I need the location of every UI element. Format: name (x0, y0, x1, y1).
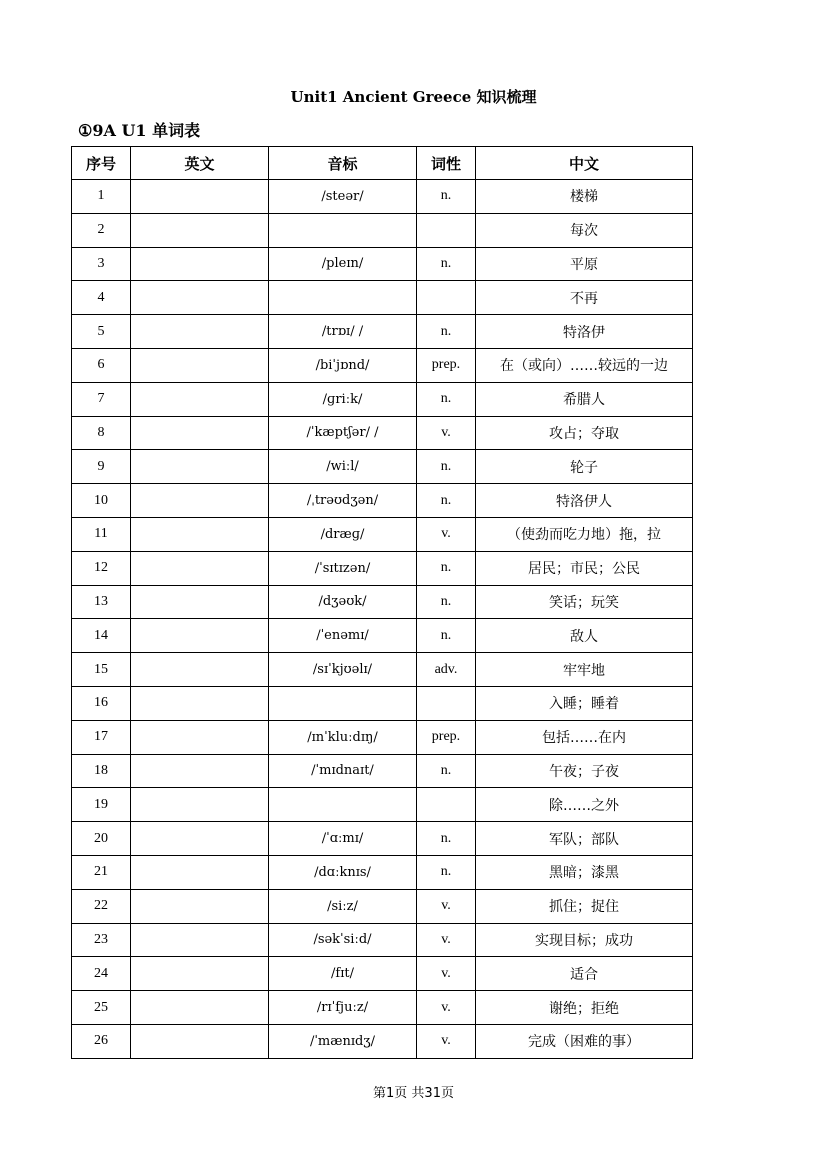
cell-number: 14 (72, 619, 131, 653)
cell-phonetic: /ˈsɪtɪzən/ (269, 551, 417, 585)
cell-part-of-speech: n. (417, 247, 476, 281)
cell-part-of-speech: n. (417, 855, 476, 889)
header-number: 序号 (72, 147, 131, 180)
cell-english (131, 889, 269, 923)
vocabulary-table (71, 146, 693, 1059)
table-row (72, 855, 693, 889)
table-row (72, 180, 693, 214)
cell-part-of-speech: v. (417, 517, 476, 551)
cell-number: 8 (72, 416, 131, 450)
cell-number: 16 (72, 686, 131, 720)
cell-phonetic (269, 281, 417, 315)
table-row (72, 382, 693, 416)
cell-number: 5 (72, 315, 131, 349)
cell-english (131, 720, 269, 754)
cell-number: 26 (72, 1024, 131, 1058)
cell-part-of-speech: n. (417, 382, 476, 416)
cell-part-of-speech: v. (417, 991, 476, 1025)
header-chinese: 中文 (476, 147, 693, 180)
cell-english (131, 1024, 269, 1058)
cell-chinese: 平原 (476, 247, 693, 281)
cell-part-of-speech (417, 281, 476, 315)
cell-phonetic: /ˈmɪdnaɪt/ (269, 754, 417, 788)
cell-phonetic: /wiːl/ (269, 450, 417, 484)
cell-number: 15 (72, 653, 131, 687)
cell-english (131, 180, 269, 214)
cell-english (131, 213, 269, 247)
cell-english (131, 957, 269, 991)
cell-english (131, 991, 269, 1025)
table-row (72, 619, 693, 653)
cell-chinese: 轮子 (476, 450, 693, 484)
cell-phonetic (269, 788, 417, 822)
cell-english (131, 315, 269, 349)
document-title: Unit1 Ancient Greece 知识梳理 (290, 88, 537, 106)
cell-phonetic: /səkˈsiːd/ (269, 923, 417, 957)
cell-number: 17 (72, 720, 131, 754)
section-heading: ①9A U1 单词表 (78, 121, 201, 140)
cell-chinese: 黑暗；漆黑 (476, 855, 693, 889)
cell-phonetic: /ˈmænɪdʒ/ (269, 1024, 417, 1058)
cell-number: 6 (72, 348, 131, 382)
cell-chinese: 实现目标；成功 (476, 923, 693, 957)
cell-phonetic: /dɑːknɪs/ (269, 855, 417, 889)
cell-number: 23 (72, 923, 131, 957)
cell-number: 25 (72, 991, 131, 1025)
cell-english (131, 416, 269, 450)
table-row (72, 247, 693, 281)
cell-phonetic: /ˈɑːmɪ/ (269, 822, 417, 856)
table-row (72, 957, 693, 991)
cell-number: 2 (72, 213, 131, 247)
cell-number: 22 (72, 889, 131, 923)
table-row (72, 1024, 693, 1058)
cell-english (131, 551, 269, 585)
table-row (72, 822, 693, 856)
header-phonetic: 音标 (269, 147, 417, 180)
cell-chinese: 特洛伊人 (476, 484, 693, 518)
cell-phonetic: /fɪt/ (269, 957, 417, 991)
cell-chinese: 牢牢地 (476, 653, 693, 687)
cell-phonetic: /rɪˈfjuːz/ (269, 991, 417, 1025)
table-row (72, 450, 693, 484)
cell-number: 19 (72, 788, 131, 822)
cell-part-of-speech: v. (417, 416, 476, 450)
table-row (72, 315, 693, 349)
cell-chinese: 攻占；夺取 (476, 416, 693, 450)
cell-chinese: 敌人 (476, 619, 693, 653)
cell-phonetic: /steər/ (269, 180, 417, 214)
cell-chinese: 军队；部队 (476, 822, 693, 856)
cell-phonetic: /ˈenəmɪ/ (269, 619, 417, 653)
cell-chinese: （使劲而吃力地）拖，拉 (476, 517, 693, 551)
cell-chinese: 谢绝；拒绝 (476, 991, 693, 1025)
cell-number: 21 (72, 855, 131, 889)
cell-phonetic: /ˌtrəʊdʒən/ (269, 484, 417, 518)
cell-phonetic: /ˈkæptʃər/ / (269, 416, 417, 450)
cell-english (131, 788, 269, 822)
cell-part-of-speech: n. (417, 315, 476, 349)
cell-phonetic: /siːz/ (269, 889, 417, 923)
cell-number: 4 (72, 281, 131, 315)
cell-chinese: 适合 (476, 957, 693, 991)
cell-chinese: 午夜；子夜 (476, 754, 693, 788)
table-row (72, 213, 693, 247)
cell-chinese: 不再 (476, 281, 693, 315)
table-row (72, 416, 693, 450)
table-row (72, 653, 693, 687)
cell-english (131, 754, 269, 788)
cell-english (131, 585, 269, 619)
cell-part-of-speech (417, 686, 476, 720)
cell-english (131, 822, 269, 856)
cell-part-of-speech: n. (417, 484, 476, 518)
cell-english (131, 855, 269, 889)
table-row (72, 991, 693, 1025)
cell-chinese: 入睡；睡着 (476, 686, 693, 720)
cell-chinese: 完成（困难的事） (476, 1024, 693, 1058)
table-row (72, 720, 693, 754)
cell-number: 20 (72, 822, 131, 856)
table-row (72, 889, 693, 923)
cell-phonetic: /trɒɪ/ / (269, 315, 417, 349)
cell-chinese: 包括……在内 (476, 720, 693, 754)
cell-part-of-speech: v. (417, 957, 476, 991)
cell-english (131, 923, 269, 957)
table-row (72, 348, 693, 382)
cell-part-of-speech: adv. (417, 653, 476, 687)
cell-part-of-speech: prep. (417, 348, 476, 382)
table-row (72, 484, 693, 518)
table-row (72, 281, 693, 315)
cell-english (131, 517, 269, 551)
cell-chinese: 特洛伊 (476, 315, 693, 349)
table-body (72, 180, 693, 1059)
cell-part-of-speech: n. (417, 180, 476, 214)
cell-english (131, 686, 269, 720)
cell-number: 11 (72, 517, 131, 551)
cell-english (131, 382, 269, 416)
cell-english (131, 484, 269, 518)
cell-phonetic: /ɪnˈkluːdɪŋ/ (269, 720, 417, 754)
header-part-of-speech: 词性 (417, 147, 476, 180)
cell-phonetic (269, 213, 417, 247)
cell-part-of-speech: n. (417, 754, 476, 788)
cell-part-of-speech: v. (417, 889, 476, 923)
cell-part-of-speech: n. (417, 619, 476, 653)
cell-part-of-speech: n. (417, 450, 476, 484)
cell-number: 24 (72, 957, 131, 991)
cell-number: 10 (72, 484, 131, 518)
cell-chinese: 抓住；捉住 (476, 889, 693, 923)
cell-phonetic: /sɪˈkjʊəlɪ/ (269, 653, 417, 687)
cell-number: 9 (72, 450, 131, 484)
cell-english (131, 450, 269, 484)
cell-english (131, 653, 269, 687)
cell-number: 7 (72, 382, 131, 416)
cell-phonetic: /dʒəʊk/ (269, 585, 417, 619)
table-row (72, 517, 693, 551)
cell-phonetic (269, 686, 417, 720)
cell-number: 12 (72, 551, 131, 585)
cell-chinese: 居民；市民；公民 (476, 551, 693, 585)
cell-number: 18 (72, 754, 131, 788)
cell-phonetic: /ɡriːk/ (269, 382, 417, 416)
header-english: 英文 (131, 147, 269, 180)
cell-part-of-speech: prep. (417, 720, 476, 754)
table-row (72, 585, 693, 619)
cell-english (131, 348, 269, 382)
cell-chinese: 除……之外 (476, 788, 693, 822)
cell-english (131, 619, 269, 653)
cell-part-of-speech: v. (417, 1024, 476, 1058)
cell-number: 3 (72, 247, 131, 281)
cell-english (131, 247, 269, 281)
table-row (72, 788, 693, 822)
cell-phonetic: /pleɪn/ (269, 247, 417, 281)
cell-part-of-speech (417, 213, 476, 247)
table-row (72, 923, 693, 957)
cell-number: 13 (72, 585, 131, 619)
cell-chinese: 每次 (476, 213, 693, 247)
page-footer: 第1页 共31页 (373, 1086, 454, 1101)
cell-part-of-speech: n. (417, 551, 476, 585)
cell-part-of-speech (417, 788, 476, 822)
cell-part-of-speech: n. (417, 822, 476, 856)
cell-english (131, 281, 269, 315)
cell-part-of-speech: v. (417, 923, 476, 957)
cell-part-of-speech: n. (417, 585, 476, 619)
cell-chinese: 在（或向）……较远的一边 (476, 348, 693, 382)
cell-phonetic: /dræɡ/ (269, 517, 417, 551)
table-row (72, 686, 693, 720)
table-row (72, 551, 693, 585)
cell-phonetic: /biˈjɒnd/ (269, 348, 417, 382)
cell-chinese: 笑话；玩笑 (476, 585, 693, 619)
cell-chinese: 楼梯 (476, 180, 693, 214)
cell-number: 1 (72, 180, 131, 214)
table-row (72, 754, 693, 788)
cell-chinese: 希腊人 (476, 382, 693, 416)
table-header-row (72, 147, 693, 180)
